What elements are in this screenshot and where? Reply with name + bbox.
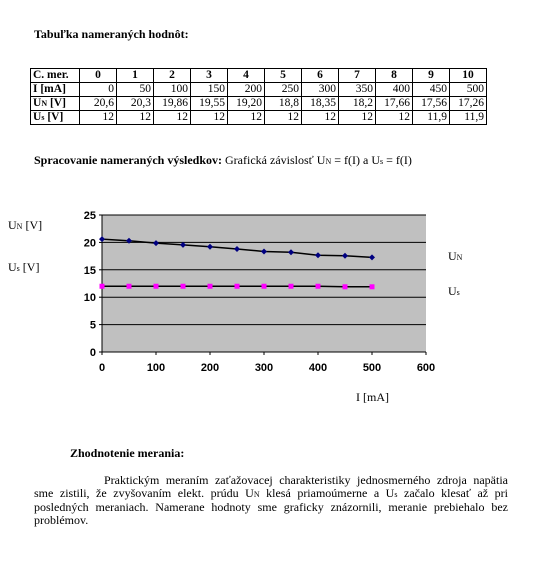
data-point-Us bbox=[262, 284, 267, 289]
table-cell: 18,2 bbox=[339, 97, 376, 111]
table-cell: 11,9 bbox=[450, 111, 487, 125]
table-cell: 12 bbox=[117, 111, 154, 125]
data-point-Us bbox=[154, 284, 159, 289]
label-main: U bbox=[8, 260, 17, 274]
data-point-Us bbox=[289, 284, 294, 289]
table-cell: 12 bbox=[376, 111, 413, 125]
table-header-cell: 4 bbox=[228, 69, 265, 83]
table-cell: 350 bbox=[339, 83, 376, 97]
table-cell: 12 bbox=[80, 111, 117, 125]
y-tick-label: 20 bbox=[83, 237, 96, 250]
table-cell: 12 bbox=[265, 111, 302, 125]
data-point-Us bbox=[316, 284, 321, 289]
table-header-cell: 10 bbox=[450, 69, 487, 83]
data-point-Us bbox=[370, 284, 375, 289]
table-cell: 300 bbox=[302, 83, 339, 97]
label-unit: [V] bbox=[47, 97, 66, 109]
y-tick-label: 15 bbox=[83, 264, 96, 277]
legend-main: U bbox=[448, 284, 457, 298]
table-cell: 17,56 bbox=[413, 97, 450, 111]
table-cell: 12 bbox=[339, 111, 376, 125]
y-tick-label: 5 bbox=[89, 319, 96, 332]
table-header-cell: C. mer. bbox=[31, 69, 80, 83]
table-cell: 19,55 bbox=[191, 97, 228, 111]
table-cell: 18,35 bbox=[302, 97, 339, 111]
evaluation-text: začalo klesať až pri posledných meraniach. Namerane hodnoty sme graficky znázornili, meranie prebiehalo bez problémov. bbox=[34, 486, 508, 527]
table-cell: 0 bbox=[80, 83, 117, 97]
data-point-Us bbox=[100, 284, 105, 289]
table-header-cell: 3 bbox=[191, 69, 228, 83]
data-point-Us bbox=[181, 284, 186, 289]
x-axis-label: I [mA] bbox=[356, 390, 389, 404]
table-header-cell: 8 bbox=[376, 69, 413, 83]
table-cell: 12 bbox=[191, 111, 228, 125]
table-header-cell: 7 bbox=[339, 69, 376, 83]
evaluation-text: klesá priamoúmerne a U bbox=[259, 486, 395, 500]
data-point-Us bbox=[235, 284, 240, 289]
table-cell: 11,9 bbox=[413, 111, 450, 125]
y-tick-label: 25 bbox=[83, 210, 96, 222]
x-tick-label: 400 bbox=[308, 362, 328, 374]
label-unit: [V] bbox=[22, 218, 43, 232]
processing-bold: Spracovanie nameraných výsledkov: bbox=[34, 153, 223, 167]
label-main: U bbox=[33, 111, 42, 123]
table-header-cell: 1 bbox=[117, 69, 154, 83]
legend-un bbox=[448, 249, 462, 264]
table-cell: 50 bbox=[117, 83, 154, 97]
processing-sub: N bbox=[325, 157, 332, 166]
label-unit: [V] bbox=[19, 260, 40, 274]
label-main: U bbox=[8, 218, 17, 232]
table-cell: 17,26 bbox=[450, 97, 487, 111]
x-tick-label: 300 bbox=[254, 362, 274, 374]
table-cell: 17,66 bbox=[376, 97, 413, 111]
table-cell: 20,6 bbox=[80, 97, 117, 111]
table-cell: 100 bbox=[154, 83, 191, 97]
table-cell: 250 bbox=[265, 83, 302, 97]
x-tick-label: 200 bbox=[200, 362, 220, 374]
evaluation-title: Zhodnotenie merania: bbox=[70, 446, 185, 460]
legend-sub: N bbox=[456, 253, 463, 262]
evaluation-sub: s bbox=[394, 490, 398, 499]
label-sub: s bbox=[16, 264, 20, 273]
legend-sub: s bbox=[456, 288, 460, 297]
legend-main: U bbox=[448, 249, 457, 263]
table-cell: 200 bbox=[228, 83, 265, 97]
data-point-Us bbox=[127, 284, 132, 289]
label-sub: N bbox=[16, 222, 23, 231]
data-point-Us bbox=[343, 284, 348, 289]
legend-us bbox=[448, 284, 460, 299]
evaluation-paragraph bbox=[34, 474, 508, 527]
table-header-cell: 0 bbox=[80, 69, 117, 83]
row-label: I [mA] bbox=[31, 83, 80, 97]
label-unit: [V] bbox=[44, 111, 64, 123]
evaluation-sub: N bbox=[253, 490, 260, 499]
x-tick-label: 100 bbox=[146, 362, 166, 374]
table-cell: 19,20 bbox=[228, 97, 265, 111]
x-tick-label: 600 bbox=[416, 362, 436, 374]
table-header-cell: 9 bbox=[413, 69, 450, 83]
y-tick-label: 0 bbox=[89, 347, 96, 359]
table-header-cell: 2 bbox=[154, 69, 191, 83]
table-header-cell: 6 bbox=[302, 69, 339, 83]
processing-sub: s bbox=[379, 157, 384, 166]
table-cell: 12 bbox=[154, 111, 191, 125]
y-tick-label: 10 bbox=[83, 292, 96, 305]
table-cell: 18,8 bbox=[265, 97, 302, 111]
processing-text: Grafická závislosť U bbox=[222, 153, 326, 167]
table-title: Tabuľka nameraných hodnôt: bbox=[34, 27, 189, 41]
table-cell: 19,86 bbox=[154, 97, 191, 111]
plot-area bbox=[102, 215, 426, 352]
table-cell: 150 bbox=[191, 83, 228, 97]
table-cell: 12 bbox=[228, 111, 265, 125]
data-point-Us bbox=[208, 284, 213, 289]
x-tick-label: 0 bbox=[98, 362, 106, 374]
table-cell: 450 bbox=[413, 83, 450, 97]
table-cell: 20,3 bbox=[117, 97, 154, 111]
label-main: U bbox=[33, 97, 42, 109]
label-sub: s bbox=[41, 113, 45, 122]
processing-text: = f(I) a U bbox=[331, 153, 380, 167]
label-sub: N bbox=[41, 99, 48, 108]
x-tick-label: 500 bbox=[362, 362, 382, 374]
table-cell: 12 bbox=[302, 111, 339, 125]
processing-text: = f(I) bbox=[383, 153, 412, 167]
table-cell: 500 bbox=[450, 83, 487, 97]
table-cell: 400 bbox=[376, 83, 413, 97]
table-header-cell: 5 bbox=[265, 69, 302, 83]
evaluation-text: Praktickým meraním zaťažovacej charakteristiky jednosmerného zdroja napätia sme zistili, že zvyšovaním elekt. prúdu U bbox=[34, 473, 508, 500]
